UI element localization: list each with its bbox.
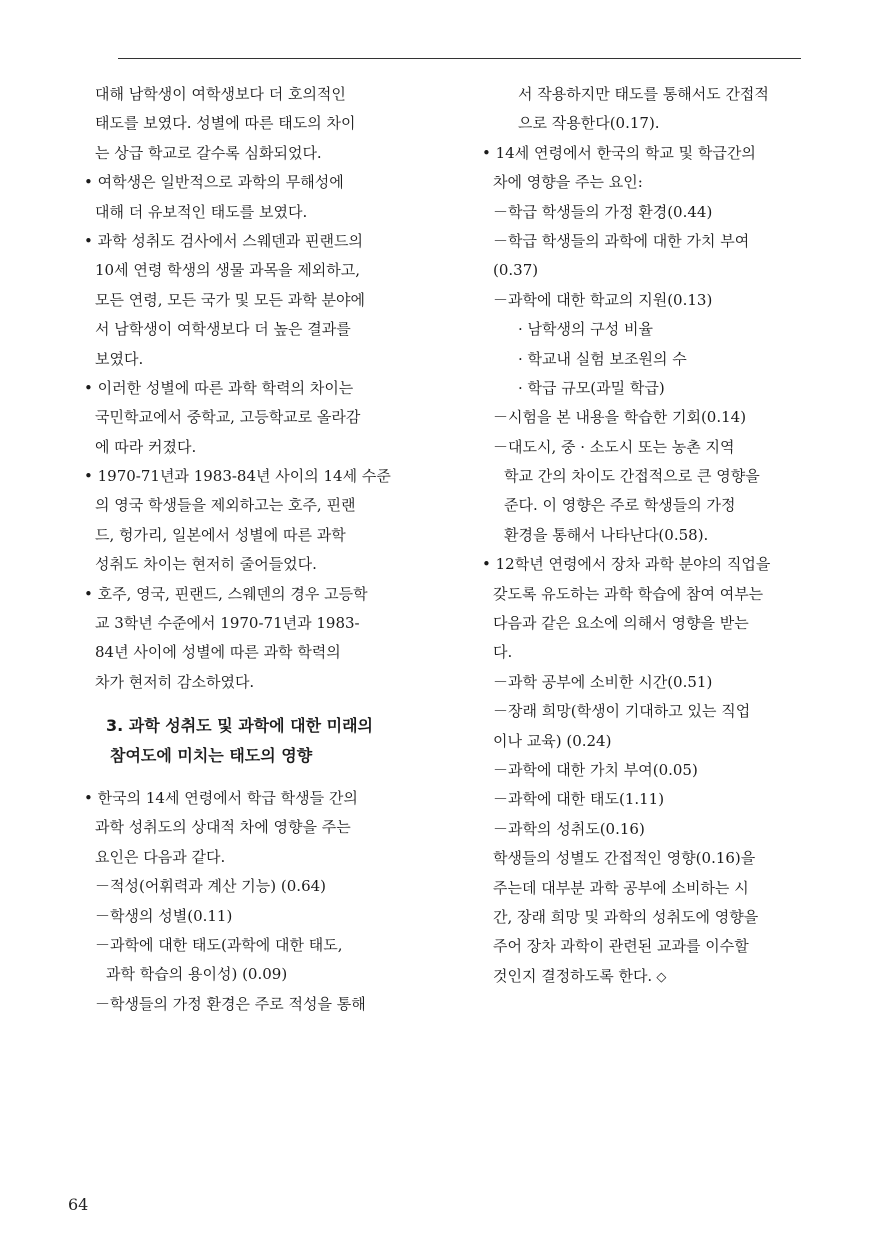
text-line-content: 서 남학생이 여학생보다 더 높은 결과를 [95, 320, 351, 339]
text-line [84, 784, 414, 813]
text-line-content: －장래 희망(학생이 기대하고 있는 직업 [493, 702, 751, 721]
text-line [482, 491, 804, 520]
text-line [84, 462, 414, 491]
text-line [482, 756, 804, 785]
text-line-content: －학생의 성별(0.11) [95, 906, 233, 925]
text-line-content: 교 3학년 수준에서 1970-71년과 1983- [95, 614, 360, 633]
text-line [84, 813, 414, 842]
text-line [84, 403, 414, 432]
text-line-content: －과학에 대한 학교의 지원(0.13) [493, 290, 713, 309]
text-line [482, 198, 804, 227]
text-line-content: －과학에 대한 가치 부여(0.05) [493, 760, 698, 779]
text-line [482, 962, 804, 991]
text-line [84, 109, 414, 138]
text-line [482, 903, 804, 932]
text-line [482, 345, 804, 374]
text-line [84, 668, 414, 697]
text-line-content: • 14세 연령에서 한국의 학교 및 학급간의 [482, 143, 756, 162]
text-line-content: · 남학생의 구성 비율 [518, 320, 653, 339]
text-line-content: 주는데 대부분 과학 공부에 소비하는 시 [493, 878, 749, 897]
text-line [482, 874, 804, 903]
section-heading [84, 711, 414, 740]
text-line [84, 521, 414, 550]
text-line-content: －적성(어휘력과 계산 기능) (0.64) [95, 877, 327, 896]
text-line-content: • 이러한 성별에 따른 과학 학력의 차이는 [84, 378, 354, 397]
text-line-content: －학급 학생들의 가정 환경(0.44) [493, 202, 713, 221]
text-line-content: • 한국의 14세 연령에서 학급 학생들 간의 [84, 788, 358, 807]
text-line [482, 80, 804, 109]
text-line [84, 286, 414, 315]
paragraph-gap [84, 697, 414, 711]
text-line-content: 으로 작용한다(0.17). [518, 114, 660, 133]
text-line [84, 315, 414, 344]
text-line-content: 는 상급 학교로 갈수록 심화되었다. [95, 143, 322, 162]
text-line-content: －학생들의 가정 환경은 주로 적성을 통해 [95, 994, 366, 1013]
text-line [84, 638, 414, 667]
text-line [482, 168, 804, 197]
text-line-content: 차가 현저히 감소하였다. [95, 672, 255, 691]
text-line [482, 462, 804, 491]
text-line-content: 차에 영향을 주는 요인: [493, 173, 643, 192]
text-line [84, 960, 414, 989]
text-line-content: 의 영국 학생들을 제외하고는 호주, 핀랜 [95, 496, 356, 515]
text-line [84, 256, 414, 285]
text-line-content: 대해 남학생이 여학생보다 더 호의적인 [95, 85, 346, 103]
text-line [84, 902, 414, 931]
text-line-content: • 여학생은 일반적으로 과학의 무해성에 [84, 173, 344, 192]
text-line-content: 다음과 같은 요소에 의해서 영향을 받는 [493, 614, 749, 633]
text-line [482, 139, 804, 168]
text-line-content: · 학교내 실험 보조원의 수 [518, 349, 687, 368]
text-line [482, 785, 804, 814]
text-line [84, 609, 414, 638]
text-line [84, 433, 414, 462]
text-line [84, 139, 414, 168]
text-line [84, 843, 414, 872]
text-line-content: －학급 학생들의 과학에 대한 가치 부여 [493, 231, 750, 250]
text-line-content: (0.37) [493, 261, 539, 280]
text-line-content: 학생들의 성별도 간접적인 영향(0.16)을 [493, 849, 756, 868]
text-line-content: • 호주, 영국, 핀랜드, 스웨덴의 경우 고등학 [84, 584, 368, 603]
text-line [482, 403, 804, 432]
text-line-content: 국민학교에서 중학교, 고등학교로 올라감 [95, 408, 361, 427]
text-line-content: －과학의 성취도(0.16) [493, 819, 645, 838]
text-line-content: 과학 성취도의 상대적 차에 영향을 주는 [95, 818, 351, 837]
text-line [482, 521, 804, 550]
text-line-content: 주어 장차 과학이 관련된 교과를 이수할 [493, 937, 749, 956]
text-line-content: 3. 과학 성취도 및 과학에 대한 미래의 [106, 716, 374, 736]
text-line-content: 드, 헝가리, 일본에서 성별에 따른 과학 [95, 525, 346, 544]
text-line-content: 대해 더 유보적인 태도를 보였다. [95, 202, 308, 221]
text-line [482, 433, 804, 462]
text-line-content: 모든 연령, 모든 국가 및 모든 과학 분야에 [95, 290, 365, 309]
text-line-content: 태도를 보였다. 성별에 따른 태도의 차이 [95, 114, 356, 133]
text-line-content: －대도시, 중 · 소도시 또는 농촌 지역 [493, 437, 735, 456]
text-line [482, 668, 804, 697]
text-line [482, 580, 804, 609]
text-line-content: 요인은 다음과 같다. [95, 847, 226, 866]
text-line [482, 109, 804, 138]
right-column [482, 80, 804, 991]
text-line-content: －과학에 대한 태도(1.11) [493, 790, 665, 809]
text-line-content: • 12학년 연령에서 장차 과학 분야의 직업을 [482, 555, 771, 574]
text-line-content: 간, 장래 희망 및 과학의 성취도에 영향을 [493, 907, 759, 926]
text-line [84, 374, 414, 403]
text-line-content: · 학급 규모(과밀 학급) [518, 378, 665, 397]
text-line-content: 준다. 이 영향은 주로 학생들의 가정 [504, 496, 736, 515]
text-line-content: 보였다. [95, 349, 144, 368]
text-line-content: 다. [493, 643, 513, 662]
text-line-content: 84년 사이에 성별에 따른 과학 학력의 [95, 643, 341, 662]
text-line [84, 931, 414, 960]
text-line-content: －과학 공부에 소비한 시간(0.51) [493, 672, 713, 691]
text-line-content: －시험을 본 내용을 학습한 기회(0.14) [493, 408, 747, 427]
text-line [482, 256, 804, 285]
text-line-content: 이나 교육) (0.24) [493, 731, 612, 750]
text-line [482, 286, 804, 315]
text-line [84, 80, 414, 109]
text-line [84, 550, 414, 579]
text-line-content: 갖도록 유도하는 과학 학습에 참여 여부는 [493, 584, 764, 603]
text-line [482, 638, 804, 667]
text-line [482, 727, 804, 756]
text-line-content: －과학에 대한 태도(과학에 대한 태도, [95, 935, 343, 954]
text-line-content: 성취도 차이는 현저히 줄어들었다. [95, 555, 317, 574]
text-line [482, 550, 804, 579]
text-line [84, 198, 414, 227]
text-line-content: 학교 간의 차이도 간접적으로 큰 영향을 [504, 467, 760, 486]
text-line [482, 815, 804, 844]
text-line [84, 227, 414, 256]
text-line [84, 491, 414, 520]
text-line-content: 에 따라 커졌다. [95, 437, 197, 456]
page-number: 64 [68, 1195, 89, 1214]
text-line [84, 580, 414, 609]
text-line-content: 것인지 결정하도록 한다. [493, 966, 653, 985]
text-line-content: 10세 연령 학생의 생물 과목을 제외하고, [95, 261, 361, 280]
text-line-content: 환경을 통해서 나타난다(0.58). [504, 525, 709, 544]
text-line-content: • 과학 성취도 검사에서 스웨덴과 핀랜드의 [84, 231, 364, 250]
text-line [482, 932, 804, 961]
text-line [482, 844, 804, 873]
text-line-content: 과학 학습의 용이성) (0.09) [106, 965, 288, 984]
text-line [84, 990, 414, 1019]
end-mark-icon: ◇ [652, 969, 667, 985]
left-column [84, 80, 414, 1019]
section-heading [84, 741, 414, 770]
text-line [84, 345, 414, 374]
text-line-content: • 1970-71년과 1983-84년 사이의 14세 수준 [84, 467, 391, 486]
text-line [482, 697, 804, 726]
text-line [84, 872, 414, 901]
text-line [84, 168, 414, 197]
text-line-content: 서 작용하지만 태도를 통해서도 간접적 [518, 85, 769, 103]
text-line [482, 315, 804, 344]
text-line [482, 609, 804, 638]
text-line [482, 227, 804, 256]
top-rule [118, 58, 801, 59]
text-line-content: 참여도에 미치는 태도의 영향 [110, 745, 313, 765]
text-line [482, 374, 804, 403]
paragraph-gap [84, 770, 414, 784]
